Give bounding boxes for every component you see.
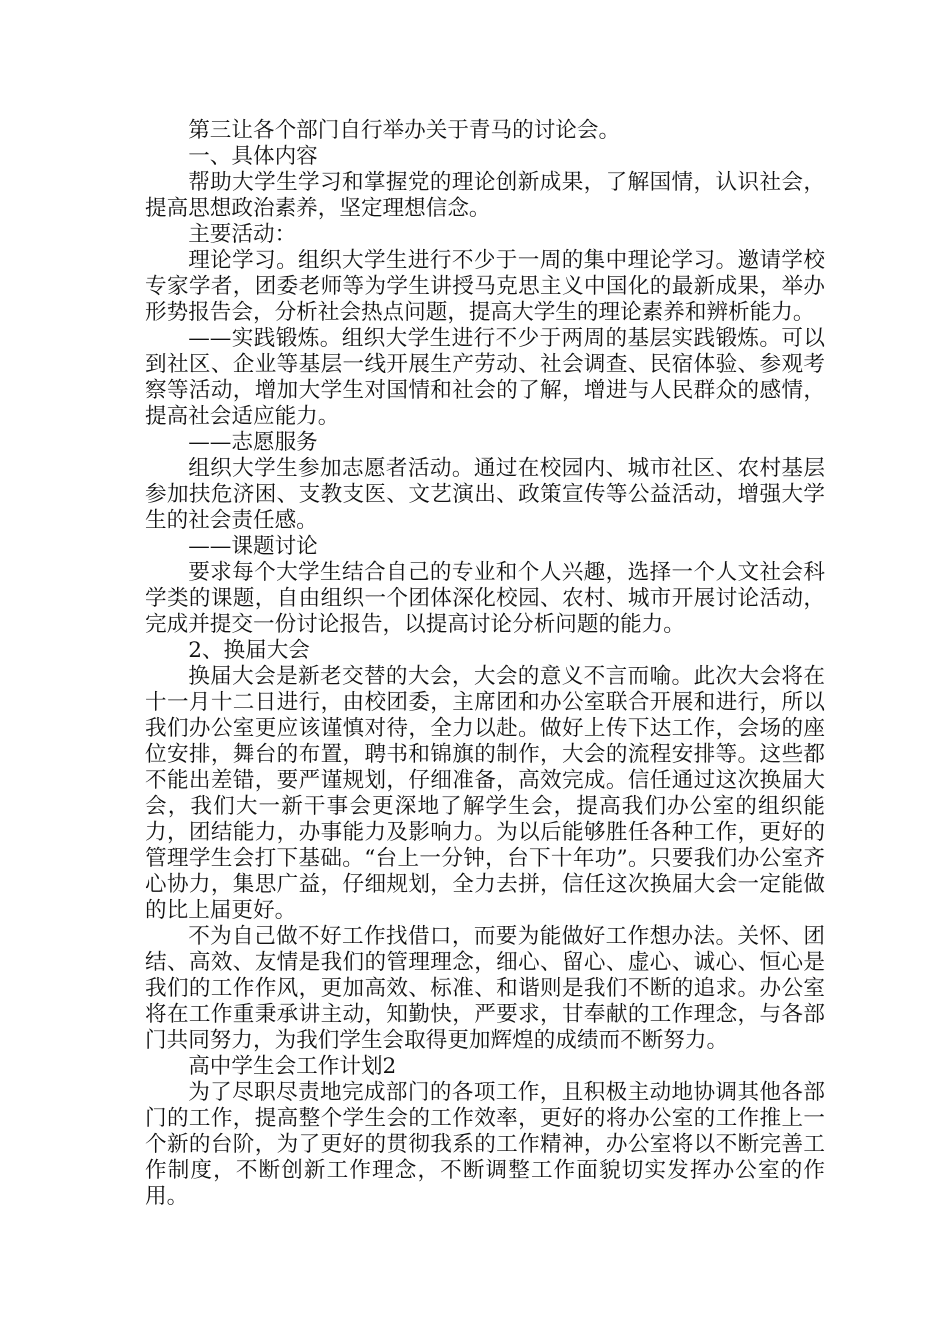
heading-election-meeting: 2、换届大会 xyxy=(188,638,310,663)
paragraph-practice: ——实践锻炼。组织大学生进行不少于两周的基层实践锻炼。可以到社区、企业等基层一线开展生产劳动、社会调查、民宿体验、参观考察等活动，增加大学生对国情和社会的了解，增进与人民群众的感情，提高社会适应能力。 xyxy=(145,326,825,429)
paragraph-topic-discussion: 要求每个大学生结合自己的专业和个人兴趣，选择一个人文社会科学类的课题，自由组织一个团体深化校园、农村、城市开展讨论活动，完成并提交一份讨论报告，以提高讨论分析问题的能力。 xyxy=(145,560,825,637)
document-body xyxy=(145,118,825,1210)
paragraph-intro-line: 第三让各个部门自行举办关于青马的讨论会。 xyxy=(188,118,621,143)
heading-specific-content: 一、具体内容 xyxy=(188,144,318,169)
paragraph-plan-2: 为了尽职尽责地完成部门的各项工作，且积极主动地协调其他各部门的工作，提高整个学生会的工作效率，更好的将办公室的工作推上一个新的台阶，为了更好的贯彻我系的工作精神，办公室将以不断完善工作制度，不断创新工作理念，不断调整工作面貌切实发挥办公室的作用。 xyxy=(145,1080,825,1209)
paragraph-theory-study: 理论学习。组织大学生进行不少于一周的集中理论学习。邀请学校专家学者，团委老师等为学生讲授马克思主义中国化的最新成果，举办形势报告会，分析社会热点问题，提高大学生的理论素养和辨析能力。 xyxy=(145,248,825,325)
paragraph-volunteer: 组织大学生参加志愿者活动。通过在校园内、城市社区、农村基层参加扶危济困、支教支医、文艺演出、政策宣传等公益活动，增强大学生的社会责任感。 xyxy=(145,456,825,533)
heading-plan-2: 高中学生会工作计划2 xyxy=(188,1054,397,1079)
paragraph-work-philosophy: 不为自己做不好工作找借口，而要为能做好工作想办法。关怀、团结、高效、友情是我们的管理理念，细心、留心、虚心、诚心、恒心是我们的工作作风，更加高效、标准、和谐则是我们不断的追求。办公室将在工作重秉承讲主动，知勤快，严要求，甘奉献的工作理念，与各部门共同努力，为我们学生会取得更加辉煌的成绩而不断努力。 xyxy=(145,924,825,1053)
paragraph-goal: 帮助大学生学习和掌握党的理论创新成果，了解国情，认识社会，提高思想政治素养，坚定理想信念。 xyxy=(145,170,825,221)
paragraph-election-meeting: 换届大会是新老交替的大会，大会的意义不言而喻。此次大会将在十一月十二日进行，由校团委，主席团和办公室联合开展和进行，所以我们办公室更应该谨慎对待，全力以赴。做好上传下达工作，会场的座位安排，舞台的布置，聘书和锦旗的制作，大会的流程安排等。这些都不能出差错，要严谨规划，仔细准备，高效完成。信任通过这次换届大会，我们大一新干事会更深地了解学生会，提高我们办公室的组织能力，团结能力，办事能力及影响力。为以后能够胜任各种工作，更好的管理学生会打下基础。“台上一分钟，台下十年功”。只要我们办公室齐心协力，集思广益，仔细规划，全力去拼，信任这次换届大会一定能做的比上届更好。 xyxy=(145,664,825,923)
heading-topic-discussion: ——课题讨论 xyxy=(188,534,318,559)
heading-volunteer: ——志愿服务 xyxy=(188,430,318,455)
heading-main-activities: 主要活动： xyxy=(188,222,297,247)
